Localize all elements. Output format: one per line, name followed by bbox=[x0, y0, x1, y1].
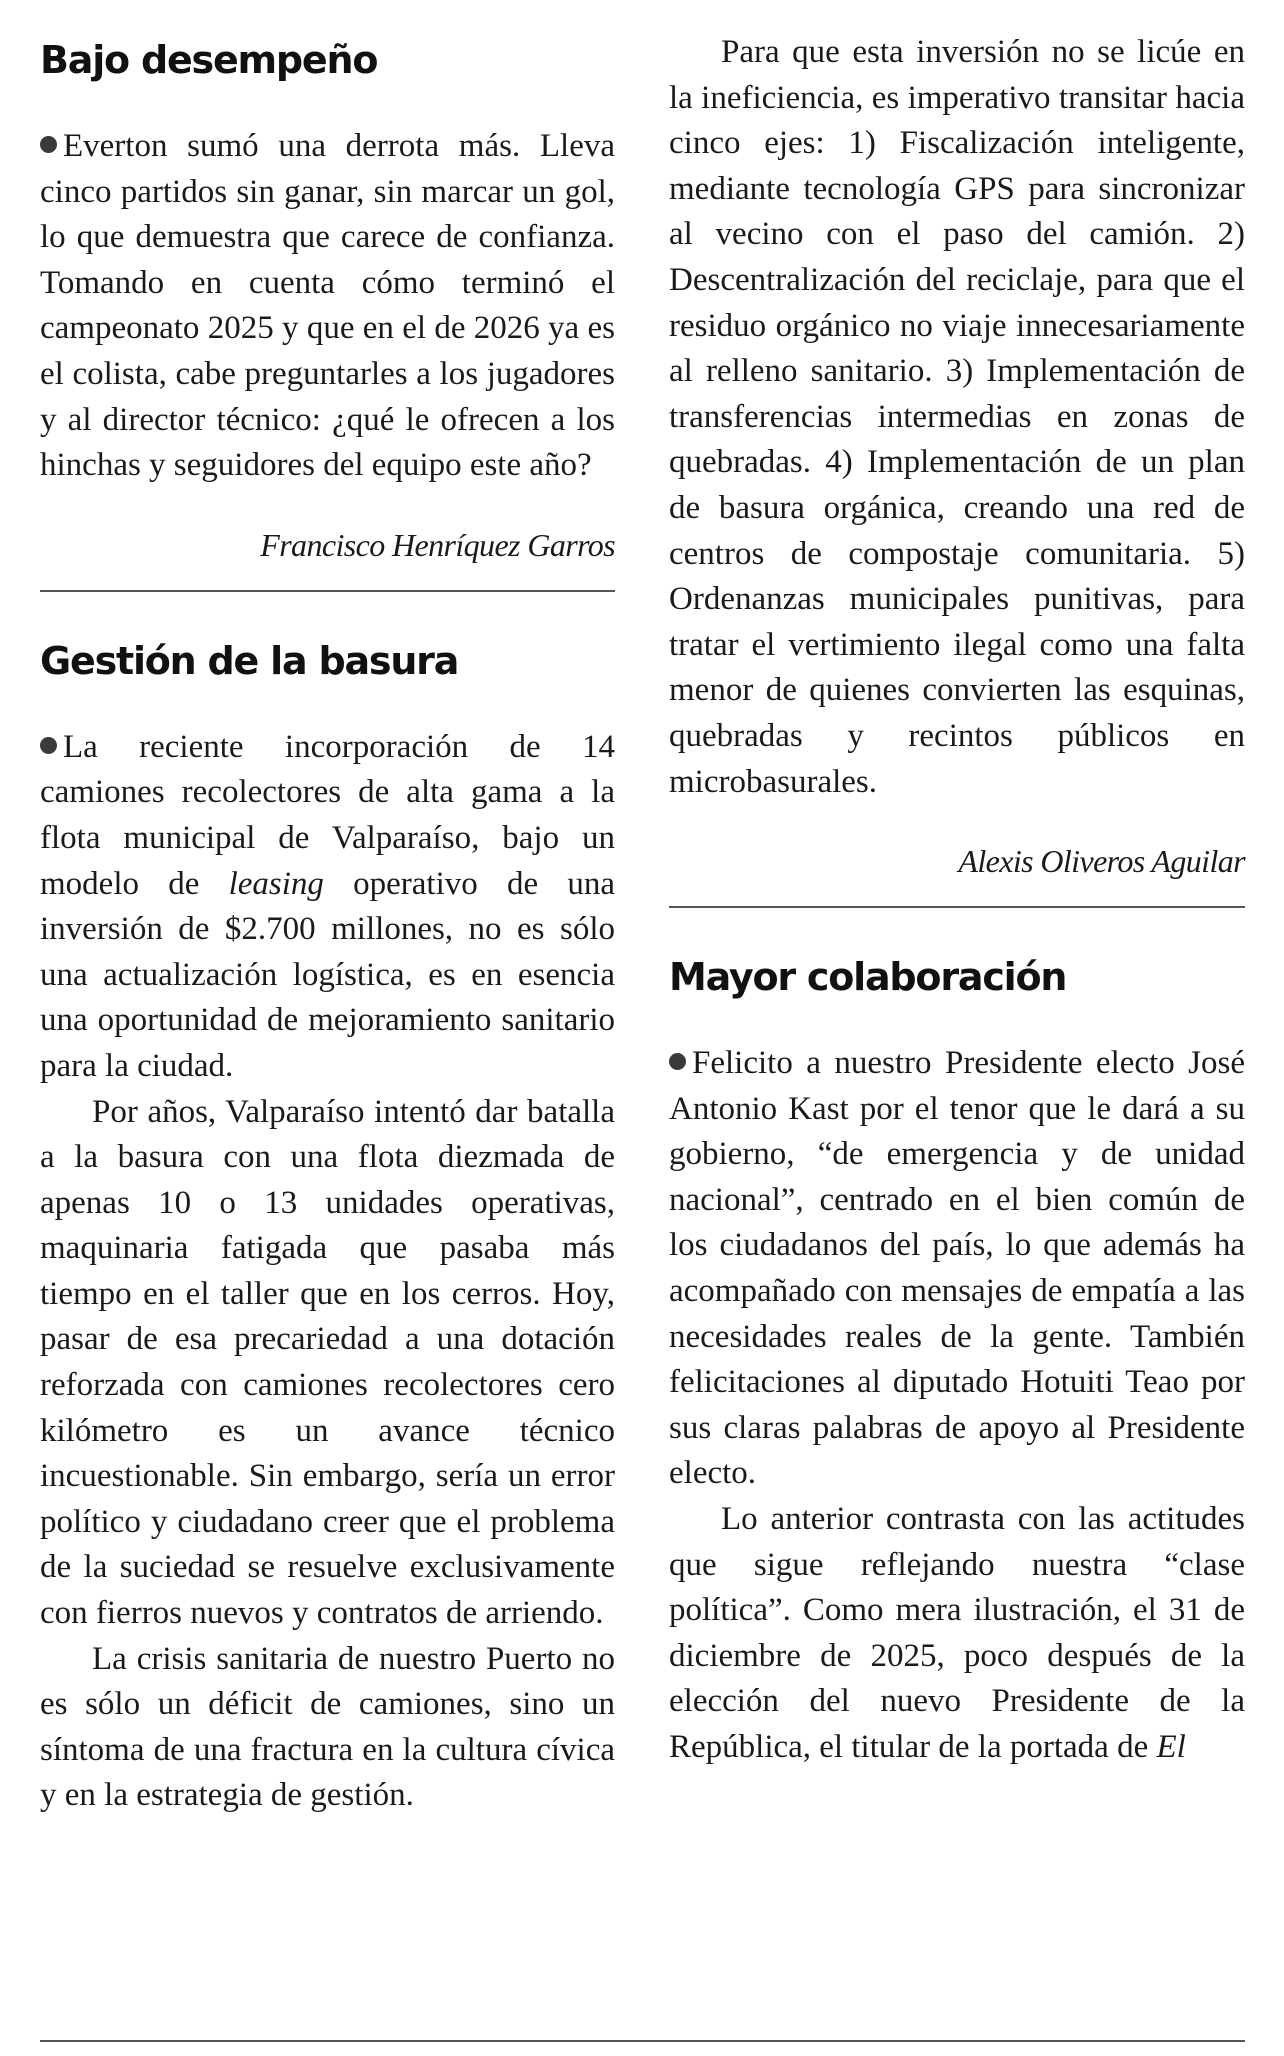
section-divider bbox=[40, 590, 615, 592]
letter-paragraph: Por años, Valparaíso intentó dar batalla a la basura con una flota diezmada de apenas 10 o 13 unidades operativas, maquinaria fatigada que pasaba más tiempo en el taller que en los cerros. Hoy, pasar de esa precariedad a una dotación reforzada con camiones recolectores cero kilómetro es un avance técnico incuestionable. Sin embargo, sería un error político y ciudadano creer que el problema de la suciedad se resuelve exclusivamente con fierros nuevos y contratos de arriendo. bbox=[40, 1093, 615, 1632]
paragraph-text: Felicito a nuestro Presidente electo José Antonio Kast por el tenor que le dará a su gobierno, “de emergencia y de unidad nacional”, centrado en el bien común de los ciudadanos del país, lo que además ha acompañado con mensajes de empatía a las necesidades reales de la gente. También felicitaciones al diputado Hotuiti Teao por sus claras palabras de apoyo al Presidente electo. bbox=[669, 1045, 1245, 1492]
author-signature: Alexis Oliveros Aguilar bbox=[958, 843, 1245, 880]
letter-paragraph: Para que esta inversión no se licúe en la ineficiencia, es imperativo transitar hacia cinco ejes: 1) Fiscalización inteligente, mediante tecnología GPS para sincronizar al vecino con el paso del camión. 2) Descentralización del reciclaje, para que el residuo orgánico no viaje innecesariamente al relleno sanitario. 3) Implementación de transferencias intermedias en zonas de quebradas. 4) Implementación de un plan de basura orgánica, creando una red de centros de compostaje comunitaria. 5) Ordenanzas municipales punitivas, para tratar el vertimiento ilegal como una falta menor de quienes convierten las esquinas, quebradas y recintos públicos en microbasurales. bbox=[669, 34, 1245, 800]
letter-paragraph bbox=[40, 725, 615, 1090]
right-column bbox=[669, 30, 1245, 1771]
letter-text: Everton sumó una derrota más. Lleva cinco partidos sin ganar, sin marcar un gol, lo que demuestra que carece de confianza. Tomando en cuenta cómo terminó el campeonato 2025 y que en el de 2026 ya es el colista, cabe preguntarles a los jugadores y al director técnico: ¿qué le ofrecen a los hinchas y seguidores del equipo este año? bbox=[40, 128, 615, 484]
letter-paragraph bbox=[669, 1497, 1245, 1771]
paragraph-text: operativo de una inversión de $2.700 millones, no es sólo una actualización logística, es en esencia una oportunidad de mejoramiento sanitario para la ciudad. bbox=[40, 865, 615, 1084]
letter-paragraph bbox=[669, 1041, 1245, 1497]
bottom-divider bbox=[40, 2040, 1245, 2042]
bullet-icon bbox=[40, 136, 57, 153]
letter-body-bajo-desempeno bbox=[40, 124, 615, 489]
left-column bbox=[40, 30, 615, 1819]
letter-title-gestion-basura: Gestión de la basura bbox=[40, 638, 459, 683]
letter-paragraph: La crisis sanitaria de nuestro Puerto no es sólo un déficit de camiones, sino un síntoma de una fractura en la cultura cívica y en la estrategia de gestión. bbox=[40, 1640, 615, 1814]
letter-title-mayor-colaboracion: Mayor colaboración bbox=[669, 955, 1067, 1000]
emphasis-text: El bbox=[1156, 1729, 1186, 1765]
bullet-icon bbox=[669, 1053, 686, 1070]
section-divider bbox=[669, 906, 1245, 908]
emphasis-text: leasing bbox=[228, 865, 324, 902]
author-signature: Francisco Henríquez Garros bbox=[260, 526, 615, 563]
paragraph-text: Lo anterior contrasta con las actitudes que sigue reflejando nuestra “clase política”. Como mera ilustración, el 31 de diciembre de 2025, poco después de la elección del nuevo Presidente de la República, el titular de la portada de bbox=[669, 1501, 1245, 1765]
bullet-icon bbox=[40, 737, 57, 754]
paragraph-text: La reciente incorporación de 14 camiones recolectores de alta gama a la flota municipal de Valparaíso, bajo un modelo de bbox=[40, 728, 615, 902]
letter-title-bajo-desempeno: Bajo desempeño bbox=[40, 38, 378, 82]
